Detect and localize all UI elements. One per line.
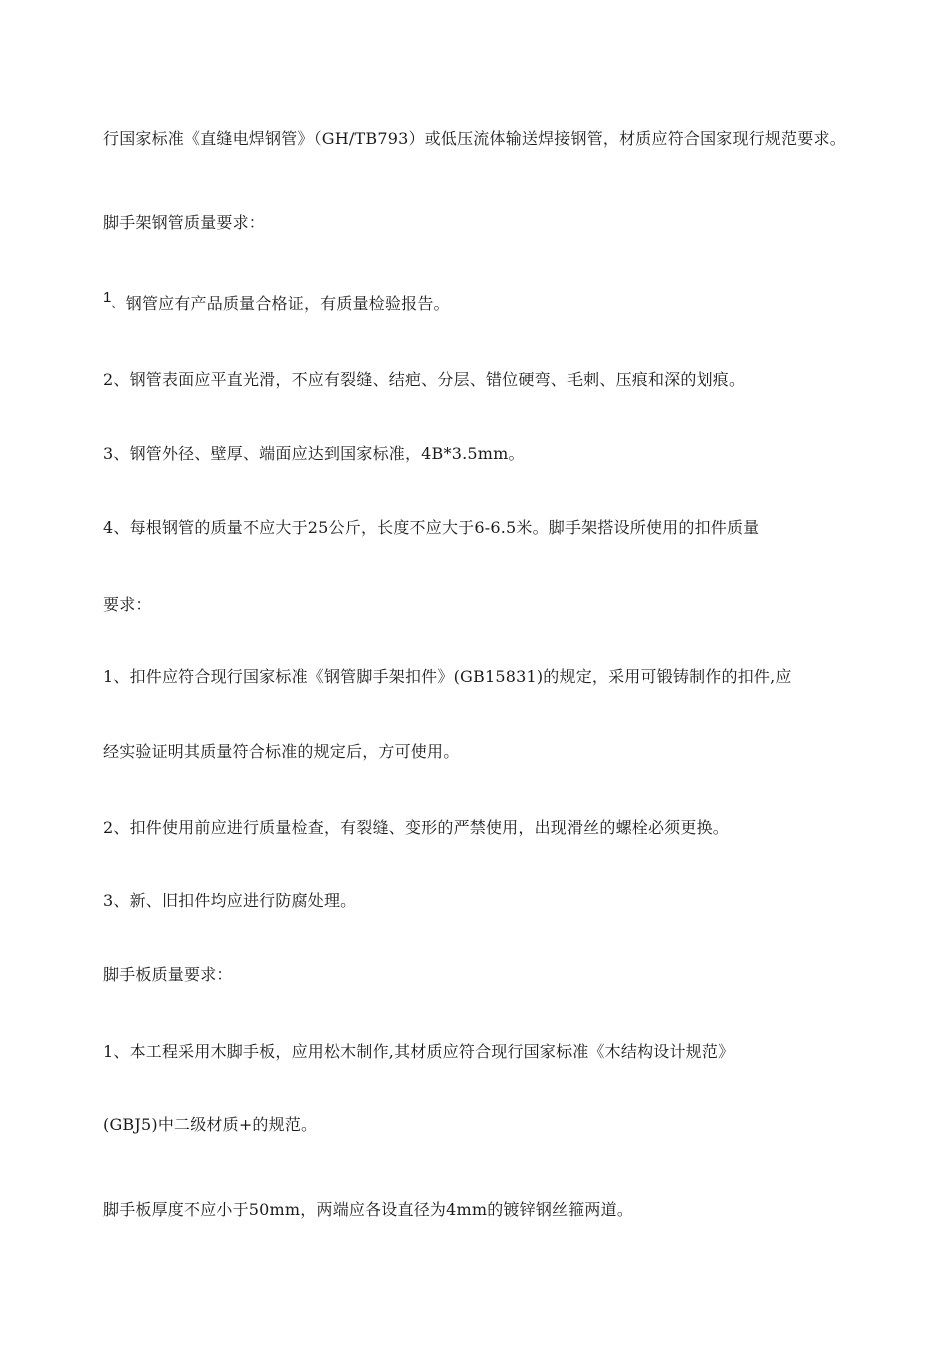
list-item-steel-4: 4、每根钢管的质量不应大于25公斤，长度不应大于6-6.5米。脚手架搭设所使用的扣件质量	[103, 518, 760, 537]
list-item-steel-1	[103, 289, 450, 318]
paragraph-steel-standard: 行国家标准《直缝电焊钢管》（GH/TB793）或低压流体输送焊接钢管，材质应符合国家现行规范要求。	[103, 129, 846, 148]
list-separator: 、	[111, 297, 123, 310]
list-item-steel-3: 3、钢管外径、壁厚、端面应达到国家标准，4B*3.5mm。	[103, 444, 525, 463]
list-item-coupler-1: 1、扣件应符合现行国家标准《钢管脚手架扣件》(GB15831)的规定，采用可锻铸制作的扣件,应	[103, 667, 792, 686]
list-item-board-1-cont: (GBJ5)中二级材质+的规范。	[103, 1115, 318, 1134]
list-item-coupler-3: 3、新、旧扣件均应进行防腐处理。	[103, 891, 357, 910]
list-item-text: 钢管应有产品质量合格证，有质量检验报告。	[125, 294, 450, 313]
list-item-coupler-1-cont: 经实验证明其质量符合标准的规定后，方可使用。	[103, 742, 460, 761]
heading-board-quality: 脚手板质量要求：	[103, 965, 233, 984]
heading-steel-pipe-quality: 脚手架钢管质量要求：	[103, 213, 266, 232]
paragraph-board-thickness: 脚手板厚度不应小于50mm，两端应各设直径为4mm的镀锌钢丝箍两道。	[103, 1200, 634, 1219]
list-item-steel-2: 2、钢管表面应平直光滑，不应有裂缝、结疤、分层、错位硬弯、毛刺、压痕和深的划痕。	[103, 370, 746, 389]
list-number: 1	[103, 289, 112, 306]
list-item-board-1: 1、本工程采用木脚手板，应用松木制作,其材质应符合现行国家标准《木结构设计规范》	[103, 1042, 735, 1061]
list-item-coupler-2: 2、扣件使用前应进行质量检查，有裂缝、变形的严禁使用，出现滑丝的螺栓必须更换。	[103, 818, 729, 837]
heading-coupler-quality: 要求：	[103, 595, 152, 614]
